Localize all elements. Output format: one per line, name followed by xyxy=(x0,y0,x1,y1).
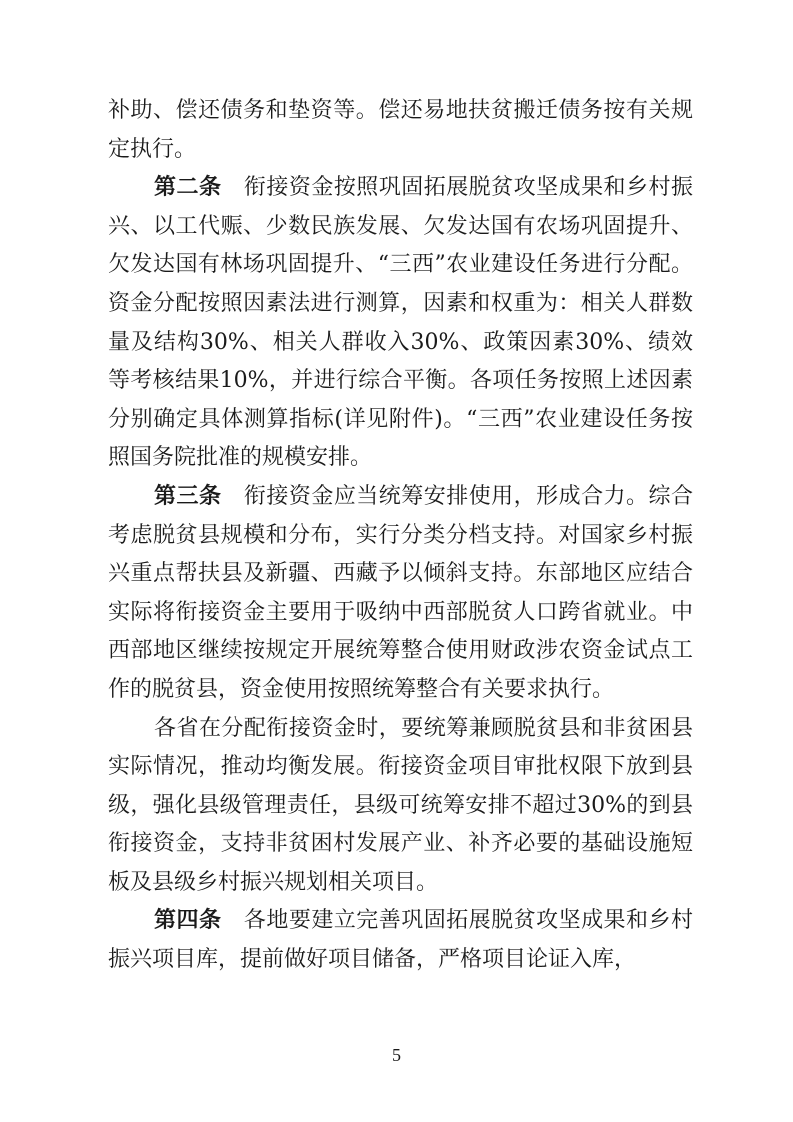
article-2 xyxy=(108,169,693,478)
article-4 xyxy=(108,902,693,979)
article-heading: 第三条 xyxy=(154,483,222,509)
article-text: 衔接资金按照巩固拓展脱贫攻坚成果和乡村振兴、以工代赈、少数民族发展、欠发达国有农场巩固提升、欠发达国有林场巩固提升、“三西”农业建设任务进行分配。资金分配按照因素法进行测算，因素和权重为：相关人群数量及结构30%、相关人群收入30%、政策因素30%、绩效等考核结果10%，并进行综合平衡。各项任务按照上述因素分别确定具体测算指标(详见附件)。“三西”农业建设任务按照国务院批准的规模安排。 xyxy=(108,175,693,471)
paragraph-provinces xyxy=(108,710,693,903)
paragraph-text: 各省在分配衔接资金时，要统筹兼顾脱贫县和非贫困县实际情况，推动均衡发展。衔接资金项目审批权限下放到县级，强化县级管理责任，县级可统筹安排不超过30%的到县衔接资金，支持非贫困村发展产业、补齐必要的基础设施短板及县级乡村振兴规划相关项目。 xyxy=(108,715,693,895)
paragraph-text: 补助、偿还债务和垫资等。偿还易地扶贫搬迁债务按有关规定执行。 xyxy=(108,98,693,162)
article-text: 衔接资金应当统筹安排使用，形成合力。综合考虑脱贫县规模和分布，实行分类分档支持。对国家乡村振兴重点帮扶县及新疆、西藏予以倾斜支持。东部地区应结合实际将衔接资金主要用于吸纳中西部脱贫人口跨省就业。中西部地区继续按规定开展统筹整合使用财政涉农资金试点工作的脱贫县，资金使用按照统筹整合有关要求执行。 xyxy=(108,483,693,702)
article-3 xyxy=(108,478,693,710)
page-number: 5 xyxy=(392,1045,401,1065)
body-text xyxy=(108,92,693,980)
article-heading: 第四条 xyxy=(154,908,222,934)
article-heading: 第二条 xyxy=(154,175,222,201)
paragraph-continuation xyxy=(108,92,693,169)
article-text: 各地要建立完善巩固拓展脱贫攻坚成果和乡村振兴项目库，提前做好项目储备，严格项目论证入库， xyxy=(108,908,693,973)
